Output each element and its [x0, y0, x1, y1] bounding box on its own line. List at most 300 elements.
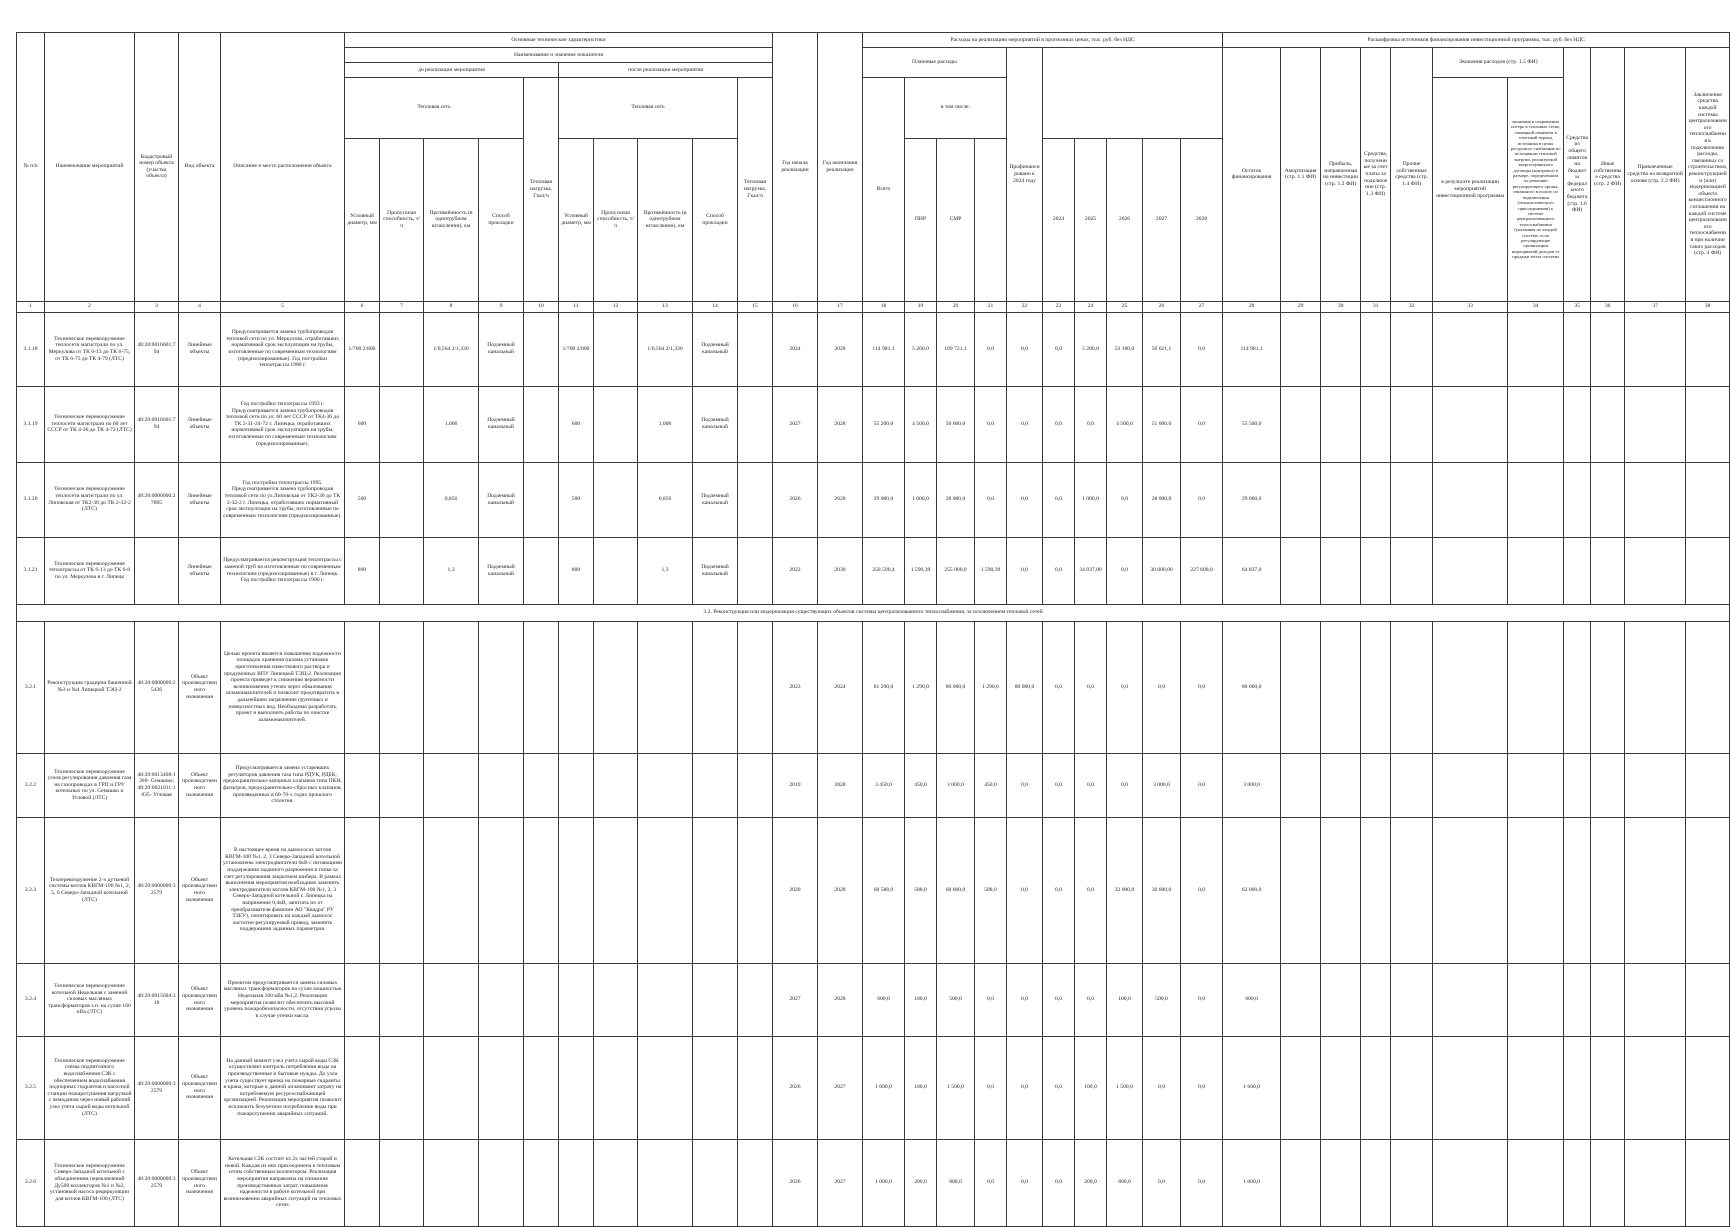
row-ys: 2026 — [773, 462, 818, 537]
row-empty-cell — [738, 1036, 773, 1139]
row-description: Предусматривается реконструкция теплотрассы с заменой труб на изготовленные по современным технологиям (предизолированные) в г. Липецк. Год постройки теплотрассы 1980 г. — [221, 537, 345, 604]
row-empty-cell — [1321, 462, 1361, 537]
row-tech-h1 — [524, 537, 559, 604]
row-tech-lay2: Подземный канальный — [693, 386, 738, 462]
row-empty-cell — [345, 817, 380, 963]
row-description: На данный момент узел учета сырой воды СЗК осуществляет контроль потребления воды на производственные и бытовые нужды. До узла учета существует врезка на пожарные гидранты и крана, которые к данной оплачивают затрату на потребляемую ресурсоснабжающей организацией. Реализация мероприятия позволит исключить безучетное потребление воды при пожаротушении аварийных ситуаций. — [221, 1036, 345, 1139]
row-object-type: Линейные объекты — [179, 537, 221, 604]
row-empty-cell — [479, 621, 524, 753]
row-smr: 800,0 — [937, 1139, 975, 1226]
column-number: 12 — [594, 301, 638, 312]
row-empty-cell — [1321, 1139, 1361, 1226]
row-rem: 0,0 — [1181, 1139, 1223, 1226]
row-empty-cell — [1591, 621, 1625, 753]
row-ys: 2022 — [773, 537, 818, 604]
row-tech-l2: 1/0,564 2/1,330 — [638, 312, 693, 386]
row-cadastral: 48:20:0000000:25436 — [135, 621, 179, 753]
row-empty-cell — [1281, 621, 1321, 753]
header-concession: Заключение средства каждой системы централизованного теплоснабжения к подключению расходы, связанных со строительством, реконструкцией и (или) модернизацией объекта концессионного соглашения на каждой системе централизованного теплоснабжения при наличии таких расходов (стр. 4 ФИ) — [1686, 48, 1730, 302]
row-y2025: 0,0 — [1043, 462, 1075, 537]
row-empty-cell — [1391, 963, 1433, 1036]
row-total: 60 588,0 — [863, 817, 905, 963]
row-empty-cell — [1564, 817, 1591, 963]
row-empty-cell — [424, 621, 479, 753]
header-other-own: Иные собственные средства (стр. 2 ФИ) — [1591, 48, 1625, 302]
row-object-type: Объект производственного назначения — [179, 1139, 221, 1226]
column-number: 2 — [45, 301, 135, 312]
row-rem: 0,0 — [1181, 386, 1223, 462]
row-empty-cell — [1361, 1036, 1391, 1139]
row-tech-h2 — [738, 462, 773, 537]
row-object-type: Объект производственного назначения — [179, 753, 221, 817]
table-row — [17, 312, 1730, 386]
header-diameter-before: Условный диаметр, мм — [345, 138, 380, 301]
row-tech-h1 — [524, 386, 559, 462]
column-number: 19 — [905, 301, 937, 312]
row-pir: 100,0 — [905, 963, 937, 1036]
row-tech-c2 — [594, 537, 638, 604]
header-network-before: Тепловая сеть — [345, 78, 524, 139]
row-ys: 2023 — [773, 621, 818, 753]
row-empty-cell — [1625, 386, 1686, 462]
row-ye: 2027 — [818, 1036, 863, 1139]
row-empty-cell — [1361, 1139, 1391, 1226]
column-number: 35 — [1564, 301, 1591, 312]
row-total: 258 590,4 — [863, 537, 905, 604]
row-description: Предусматривается замена устаревших регуляторов давления газа типа РДУК, РДБК, предохранительно-запорных клапанов типа ПКН, фильтров, предохранительно-сбросных клапанов, произведенных в 60-70-х годах прошлого столетия. — [221, 753, 345, 817]
row-amort: 80 000,0 — [1223, 621, 1281, 753]
row-empty-cell — [380, 1036, 424, 1139]
row-empty-cell — [559, 1139, 594, 1226]
row-empty-cell — [1686, 1036, 1730, 1139]
row-empty-cell — [1508, 312, 1564, 386]
row-empty-cell — [1625, 462, 1686, 537]
row-empty-cell — [1281, 753, 1321, 817]
row-y2027: 32 000,0 — [1107, 817, 1143, 963]
row-empty-cell — [1391, 1036, 1433, 1139]
header-load-after: Тепловая нагрузка, Гкал/ч — [738, 78, 773, 302]
row-empty-cell — [559, 817, 594, 963]
row-fin: 1 590,39 — [975, 537, 1007, 604]
table-row — [17, 1139, 1730, 1226]
row-y2027: 800,0 — [1107, 1139, 1143, 1226]
row-empty-cell — [1281, 386, 1321, 462]
row-empty-cell — [559, 621, 594, 753]
row-empty-cell — [693, 1036, 738, 1139]
row-y2028: 56 621,1 — [1143, 312, 1181, 386]
row-empty-cell — [1281, 312, 1321, 386]
row-ye: 2028 — [818, 386, 863, 462]
column-number: 28 — [1223, 301, 1281, 312]
row-empty-cell — [1321, 312, 1361, 386]
row-cadastral — [135, 537, 179, 604]
row-empty-cell — [1686, 386, 1730, 462]
column-number: 21 — [975, 301, 1007, 312]
row-tech-d2: 500 — [559, 462, 594, 537]
row-empty-cell — [524, 621, 559, 753]
row-tech-c1 — [380, 462, 424, 537]
row-empty-cell — [594, 963, 638, 1036]
column-number: 6 — [345, 301, 380, 312]
row-fin: 588,0 — [975, 817, 1007, 963]
row-pir: 4 500,0 — [905, 386, 937, 462]
row-ys: 2019 — [773, 753, 818, 817]
column-number: 23 — [1043, 301, 1075, 312]
row-total: 55 200,0 — [863, 386, 905, 462]
row-empty-cell — [1625, 537, 1686, 604]
row-empty-cell — [1433, 1139, 1508, 1226]
row-empty-cell — [479, 963, 524, 1036]
row-name: Техническое перевооружение узлов регулирования давления газа на газопроводах в ГРП и ГРУ котельных по ул. Семашко и Угловой (ЛТС) — [45, 753, 135, 817]
row-empty-cell — [559, 963, 594, 1036]
header-savings-group: Экономия расходов (стр. 1.5 ФИ) — [1433, 48, 1564, 78]
row-empty-cell — [1508, 1036, 1564, 1139]
header-network-after: Тепловая сеть — [559, 78, 738, 139]
row-smr: 500,0 — [937, 963, 975, 1036]
row-tech-d1: 800 — [345, 537, 380, 604]
row-ys: 2020 — [773, 817, 818, 963]
row-name: Техническое перевооружение теплосети магистрали по 60 лет СССР от ТК 4-36 до ТК 4-72 (ЛТС) — [45, 386, 135, 462]
row-smr: 1 500,0 — [937, 1036, 975, 1139]
header-total: Всего — [863, 78, 905, 302]
header-description: Описание и место расположения объекта — [221, 33, 345, 302]
row-rem: 0,0 — [1181, 312, 1223, 386]
column-number: 32 — [1391, 301, 1433, 312]
row-empty-cell — [1564, 753, 1591, 817]
row-y2024: 0,0 — [1007, 963, 1043, 1036]
row-empty-cell — [1508, 1139, 1564, 1226]
table-row — [17, 817, 1730, 963]
header-capacity-after: Пропускная способность, т/ч — [594, 138, 638, 301]
row-tech-lay2: Подземный канальный — [693, 312, 738, 386]
row-empty-cell — [424, 817, 479, 963]
row-y2027: 0,0 — [1107, 621, 1143, 753]
row-empty-cell — [1361, 462, 1391, 537]
header-planned: Плановые расходы — [863, 48, 1007, 78]
row-empty-cell — [638, 621, 693, 753]
header-name: Наименование мероприятий — [45, 33, 135, 302]
row-object-type: Объект производственного назначения — [179, 621, 221, 753]
row-ys: 2024 — [773, 312, 818, 386]
row-rem: 0,0 — [1181, 753, 1223, 817]
row-y2027: 1 500,0 — [1107, 1036, 1143, 1139]
row-y2028: 0,0 — [1143, 1036, 1181, 1139]
row-name: Техническое перевооружение теплотрассы от ТК 6-13 до ТК 6-8 по ул. Меркулова в г. Липецк — [45, 537, 135, 604]
row-tech-h2 — [738, 537, 773, 604]
row-cadastral: 48:20:0000000:32579 — [135, 817, 179, 963]
row-empty-cell — [738, 621, 773, 753]
row-empty-cell — [380, 963, 424, 1036]
row-smr: 28 000,0 — [937, 462, 975, 537]
row-total: 1 000,0 — [863, 1139, 905, 1226]
row-empty-cell — [1361, 753, 1391, 817]
row-tech-lay1: Подземный канальный — [479, 462, 524, 537]
row-smr: 60 000,0 — [937, 817, 975, 963]
row-number: 3.2.6 — [17, 1139, 45, 1226]
row-empty-cell — [738, 1139, 773, 1226]
row-empty-cell — [1321, 1036, 1361, 1139]
column-numbers-row — [17, 301, 1730, 312]
row-pir: 100,0 — [905, 1036, 937, 1139]
row-y2028: 0,0 — [1143, 621, 1181, 753]
row-y2025: 0,0 — [1043, 537, 1075, 604]
row-ye: 2028 — [818, 817, 863, 963]
row-empty-cell — [559, 753, 594, 817]
row-number: 3.1.21 — [17, 537, 45, 604]
row-empty-cell — [1625, 312, 1686, 386]
row-total: 29 000,0 — [863, 462, 905, 537]
row-y2028: 0,0 — [1143, 1139, 1181, 1226]
row-empty-cell — [1508, 386, 1564, 462]
row-ye: 2028 — [818, 963, 863, 1036]
row-ye: 2028 — [818, 753, 863, 817]
row-y2026: 0,0 — [1075, 386, 1107, 462]
row-cadastral: 48:20:0000000:32579 — [135, 1036, 179, 1139]
column-number: 9 — [479, 301, 524, 312]
header-laying-after: Способ прокладки — [693, 138, 738, 301]
row-y2024: 0,0 — [1007, 537, 1043, 604]
row-number: 3.2.5 — [17, 1036, 45, 1139]
header-year-start: Год начала реализации — [773, 33, 818, 302]
row-empty-cell — [1591, 817, 1625, 963]
header-2028: 2028 — [1181, 138, 1223, 301]
row-tech-l2: 1,006 — [638, 386, 693, 462]
row-empty-cell — [1564, 1036, 1591, 1139]
row-name: Техническое перевооружение теплосети магистрали по ул. Липовская от ТК2-30 до ТК 2-32-2 (ЛТС) — [45, 462, 135, 537]
row-y2025: 0,0 — [1043, 817, 1075, 963]
row-tech-d1: 500 — [345, 462, 380, 537]
row-y2024: 0,0 — [1007, 312, 1043, 386]
row-y2025: 0,0 — [1043, 1036, 1075, 1139]
row-empty-cell — [380, 817, 424, 963]
row-empty-cell — [1686, 963, 1730, 1036]
row-rem: 0,0 — [1181, 462, 1223, 537]
header-diameter-after: Условный диаметр, мм — [559, 138, 594, 301]
header-amortization: Амортизация (стр. 1.1 ФИ) — [1281, 48, 1321, 302]
row-empty-cell — [345, 963, 380, 1036]
row-smr: 50 600,0 — [937, 386, 975, 462]
row-y2025: 0,0 — [1043, 1139, 1075, 1226]
row-cadastral: 48:20:0016601:794 — [135, 312, 179, 386]
row-cadastral: 48:20:0000000:27895 — [135, 462, 179, 537]
row-empty-cell — [1564, 537, 1591, 604]
row-cadastral: 48:20:0013408:1369- Семашко; 48:20:0021011:1835- Угловая — [135, 753, 179, 817]
header-financing-group: Расшифровка источников финансирования инвестиционной программы, тыс. руб. без НДС — [1223, 33, 1730, 48]
row-y2024: 0,0 — [1007, 462, 1043, 537]
header-load-before: Тепловая нагрузка, Гкал/ч — [524, 78, 559, 302]
row-empty-cell — [1433, 1036, 1508, 1139]
header-2024: 2024 — [1043, 138, 1075, 301]
row-smr: 109 721,1 — [937, 312, 975, 386]
row-empty-cell — [1391, 817, 1433, 963]
row-tech-d2: 600 — [559, 386, 594, 462]
row-y2026: 5 280,0 — [1075, 312, 1107, 386]
row-empty-cell — [638, 817, 693, 963]
row-number: 3.2.3 — [17, 817, 45, 963]
row-description: Год постройки теплотрассы 1993 г. Предусматривается замена трубопроводов тепловой сети по ул. 60 лет СССР от ТК4-36 до ТК 2-31-24-72 г. Липецка, отработавших нормативный срок эксплуатации на трубы, изготовленные по современным технологиям (предизолированные). — [221, 386, 345, 462]
row-ys: 2026 — [773, 1036, 818, 1139]
row-tech-d2: 1/700 2/800 — [559, 312, 594, 386]
row-rem: 0,0 — [1181, 817, 1223, 963]
row-empty-cell — [693, 621, 738, 753]
table-row — [17, 963, 1730, 1036]
column-number: 17 — [818, 301, 863, 312]
row-empty-cell — [380, 621, 424, 753]
row-tech-l2: 1,3 — [638, 537, 693, 604]
header-no: № п/п — [17, 33, 45, 302]
row-object-type: Объект производственного назначения — [179, 963, 221, 1036]
row-y2028: 30 000,0 — [1143, 817, 1181, 963]
row-total: 600,0 — [863, 963, 905, 1036]
row-pir: 5 260,0 — [905, 312, 937, 386]
row-pir: 1 290,0 — [905, 621, 937, 753]
column-number: 26 — [1143, 301, 1181, 312]
header-2027: 2027 — [1143, 138, 1181, 301]
row-amort: 29 000,0 — [1223, 462, 1281, 537]
row-pir: 200,0 — [905, 1139, 937, 1226]
column-number: 3 — [135, 301, 179, 312]
row-empty-cell — [1391, 462, 1433, 537]
row-empty-cell — [1625, 621, 1686, 753]
header-after: после реализации мероприятия — [559, 63, 773, 78]
row-empty-cell — [1281, 537, 1321, 604]
row-object-type: Линейные объекты — [179, 462, 221, 537]
column-number: 1 — [17, 301, 45, 312]
row-tech-l1: 1,006 — [424, 386, 479, 462]
row-y2025: 0,0 — [1043, 753, 1075, 817]
row-y2027: 53 100,0 — [1107, 312, 1143, 386]
row-y2024: 0,0 — [1007, 1036, 1043, 1139]
row-amort: 3 000,0 — [1223, 753, 1281, 817]
row-empty-cell — [479, 817, 524, 963]
row-empty-cell — [1508, 537, 1564, 604]
column-number: 22 — [1007, 301, 1043, 312]
row-tech-h2 — [738, 386, 773, 462]
column-number: 27 — [1181, 301, 1223, 312]
row-rem: 0,0 — [1181, 621, 1223, 753]
header-capacity-before: Пропускная способность, т/ч — [380, 138, 424, 301]
row-empty-cell — [345, 753, 380, 817]
row-description: Год постройки теплотрассы 1995. Предусматривается замена трубопроводов тепловой сети по ул.Липовская от ТК2-30 до ТК 2-32-2 г. Липецка, отработавших нормативный срок эксплуатации на трубы, изготовленные по современным технологиям (предизолированные). — [221, 462, 345, 537]
row-empty-cell — [1686, 537, 1730, 604]
table-row — [17, 1036, 1730, 1139]
row-empty-cell — [638, 1139, 693, 1226]
row-number: 3.1.20 — [17, 462, 45, 537]
row-object-type: Объект производственного назначения — [179, 1036, 221, 1139]
row-empty-cell — [1686, 621, 1730, 753]
row-pir: 450,0 — [905, 753, 937, 817]
row-object-type: Линейные объекты — [179, 312, 221, 386]
row-empty-cell — [738, 817, 773, 963]
row-empty-cell — [1591, 312, 1625, 386]
header-before: до реализации мероприятия — [345, 63, 559, 78]
row-tech-c2 — [594, 386, 638, 462]
header-pir: ПИР — [905, 138, 937, 301]
row-pir: 1 590,39 — [905, 537, 937, 604]
row-empty-cell — [559, 1036, 594, 1139]
header-tech-sub: Наименование и значение показателя — [345, 48, 773, 63]
row-empty-cell — [1321, 386, 1361, 462]
row-empty-cell — [638, 753, 693, 817]
row-empty-cell — [1321, 537, 1361, 604]
row-y2024: 0,0 — [1007, 386, 1043, 462]
row-empty-cell — [1591, 1139, 1625, 1226]
row-empty-cell — [1361, 537, 1391, 604]
row-fin: 0,0 — [975, 1139, 1007, 1226]
table-row — [17, 386, 1730, 462]
header-remaining: Остаток финансирования — [1223, 48, 1281, 302]
row-empty-cell — [594, 621, 638, 753]
row-number: 3.2.2 — [17, 753, 45, 817]
row-tech-d2: 800 — [559, 537, 594, 604]
row-empty-cell — [1281, 817, 1321, 963]
row-empty-cell — [1508, 817, 1564, 963]
row-ys: 2027 — [773, 386, 818, 462]
header-object-type: Вид объекта — [179, 33, 221, 302]
row-rem: 0,0 — [1181, 1036, 1223, 1139]
row-y2026: 0,0 — [1075, 963, 1107, 1036]
row-empty-cell — [638, 1036, 693, 1139]
row-empty-cell — [1564, 621, 1591, 753]
column-number: 24 — [1075, 301, 1107, 312]
row-empty-cell — [1591, 1036, 1625, 1139]
column-number: 20 — [937, 301, 975, 312]
row-empty-cell — [638, 963, 693, 1036]
column-number: 33 — [1433, 301, 1508, 312]
header-2025: 2025 — [1075, 138, 1107, 301]
row-empty-cell — [1508, 462, 1564, 537]
row-fin: 0,0 — [975, 462, 1007, 537]
row-tech-c1 — [380, 386, 424, 462]
row-ye: 2027 — [818, 1139, 863, 1226]
row-empty-cell — [594, 753, 638, 817]
row-fin: 0,0 — [975, 312, 1007, 386]
row-y2024: 0,0 — [1007, 753, 1043, 817]
row-empty-cell — [1321, 621, 1361, 753]
row-tech-h2 — [738, 312, 773, 386]
row-empty-cell — [1686, 753, 1730, 817]
row-ye: 2028 — [818, 312, 863, 386]
row-tech-c2 — [594, 312, 638, 386]
row-amort: 1 000,0 — [1223, 1139, 1281, 1226]
row-amort: 64 837,0 — [1223, 537, 1281, 604]
row-pir: 588,0 — [905, 817, 937, 963]
row-empty-cell — [1686, 1139, 1730, 1226]
row-empty-cell — [693, 753, 738, 817]
row-tech-d1: 600 — [345, 386, 380, 462]
row-ys: 2027 — [773, 963, 818, 1036]
row-ye: 2028 — [818, 462, 863, 537]
investment-program-sheet — [16, 32, 1728, 1227]
row-y2027: 0,0 — [1107, 462, 1143, 537]
row-empty-cell — [1591, 963, 1625, 1036]
row-name: Техническое перевооружение теплосети магистрали по ул. Меркулова от ТК 6-13 до ТК 6-75, от ТК 6-75 до ТК 4-79 (ЛТС) — [45, 312, 135, 386]
row-empty-cell — [1625, 963, 1686, 1036]
header-2026: 2026 — [1107, 138, 1143, 301]
row-rem: 0,0 — [1181, 963, 1223, 1036]
row-y2027: 100,0 — [1107, 963, 1143, 1036]
row-total: 1 600,0 — [863, 1036, 905, 1139]
row-object-type: Объект производственного назначения — [179, 817, 221, 963]
row-name: Техническое перевооружение котельной Недельная с заменой силовых масляных трансформаторов з.п. на сухие 160 кВа (ЛТС) — [45, 963, 135, 1036]
row-empty-cell — [693, 817, 738, 963]
row-number: 3.1.18 — [17, 312, 45, 386]
row-fin: 0,0 — [975, 386, 1007, 462]
row-empty-cell — [424, 963, 479, 1036]
row-smr: 80 000,0 — [937, 621, 975, 753]
row-empty-cell — [1625, 753, 1686, 817]
row-empty-cell — [524, 817, 559, 963]
